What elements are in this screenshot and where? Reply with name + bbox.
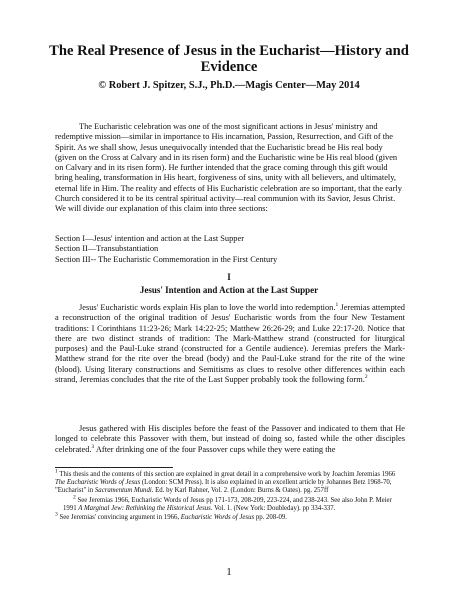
section-item: Section II—Transubstantiation [55,244,159,254]
footnote-1 [55,468,405,496]
page-number: 1 [226,566,232,578]
section-heading: Jesus' Intention and Action at the Last Supper [139,285,319,295]
author-byline: © Robert J. Spitzer, S.J., Ph.D.—Magis Center—May 2014 [98,80,360,91]
section-number: I [227,272,231,282]
footnote-text: . Ed. by Karl Rahner, Vol. 2. (London: Burns & Oates). pg. 257ff [151,487,329,495]
paragraph-text [55,303,405,385]
text-run: Jeremias attempted a reconstruction of the original tradition of Jesus' Eucharistic words from the four New Testament traditions: I Corinthians 11:23-26; Mark 14:22-25; Matthew 26:26-29; and Luke 22:17-20. Notice that there are two distinct strands of tradition: The Mark-Matthew strand (constructed for liturgical purposes) and the Paul-Luke strand (constructed for a Gentile audience). Jeremias prefers the Mark-Matthew strand for the rite over the bread (body) and the Paul-Luke strand for the rite of the wine (blood). Using literary constructions and Semitisms as clues to resolve other differences within each strand, Jeremias concludes that the rite of the Last Supper probably took the following form. [55,303,405,384]
title-line-2: Evidence [200,59,258,75]
section-list [55,234,405,265]
footnote-ref[interactable]: 2 [364,373,368,380]
footnote-marker: 3 [55,511,58,518]
footnote-title: Eucharistic Words of Jesus [180,514,255,522]
footnotes [55,468,405,523]
footnote-text: See Jeremias 1966, Eucharistic Words of Jesus pp 171-173, 208-209, 223-224, and 238-243. See also John P. Meier 1991 [63,496,392,512]
text-run: Jesus' Eucharistic words explain His plan to love the world into redemption. [79,303,336,312]
footnote-text: (London: SCM Press). It is also explained in an excellent article by Johannes Betz 1968-70, "Eucharist" in [55,479,392,495]
footnote-marker: 1 [55,468,58,475]
footnote-text: pp. 208-09. [254,514,287,522]
document-title [24,43,434,75]
text-run: After drinking one of the four Passover cups while they were eating the [94,444,336,454]
title-line-1: The Real Presence of Jesus in the Eucharist—History and [49,43,409,59]
footnote-title: The Eucharistic Words of Jesus [55,479,141,487]
footnote-2 [55,494,405,513]
footnote-text: . Vol. 1. (New York: Doubleday). pp 334-337. [210,504,336,512]
footnote-text: This thesis and the contents of this section are explained in great detail in a comprehensive work by Joachim Jeremias 1966 [57,471,396,478]
body-paragraph [55,424,405,455]
section-item: Section I—Jesus' intention and action at the Last Supper [55,234,244,243]
footnote-divider [55,467,173,468]
body-paragraph [55,303,405,385]
text-run: Jesus gathered with His disciples before the feast of the Passover and indicated to them that He longed to celebrate this Passover with them, but instead of doing so, fasted while the other disciples celebrated. [55,424,405,454]
footnote-ref[interactable]: 3 [91,443,95,450]
footnote-marker: 2 [73,494,76,501]
footnote-3 [55,511,405,522]
intro-paragraph [55,122,405,214]
footnote-text: See Jeremias' convincing argument in 1966, [57,514,181,522]
paragraph-text [55,424,405,455]
intro-text: The Eucharistic celebration was one of the most significant actions in Jesus' ministry and redemptive mission—similar in importance to His incarnation, Passion, Resurrection, and Gift of the Spirit. As we shall show, Jesus unequivocally intended that the Eucharistic bread be His real body (given on the Cross at Calvary and in its risen form) and the Eucharistic wine be His real blood (given on Calvary and in its risen form). He further intended that the grace coming through this gift would bring healing, transformation in His heart, forgiveness of sins, unity with all believers, and ultimately, eternal life in Him. The reality and effects of His Eucharistic celebration are so important, that the early Church considered it to be its central spiritual activity—real communion with its Savior, Jesus Christ. We will divide our explanation of this claim into three sections: [55,122,402,213]
section-item: Section III-- The Eucharistic Commemoration in the First Century [55,254,278,264]
footnote-title: Sacramentum Mundi [94,487,152,495]
footnote-ref[interactable]: 1 [335,302,339,309]
footnote-title: A Marginal Jew: Rethinking the Historical Jesus [78,504,211,512]
